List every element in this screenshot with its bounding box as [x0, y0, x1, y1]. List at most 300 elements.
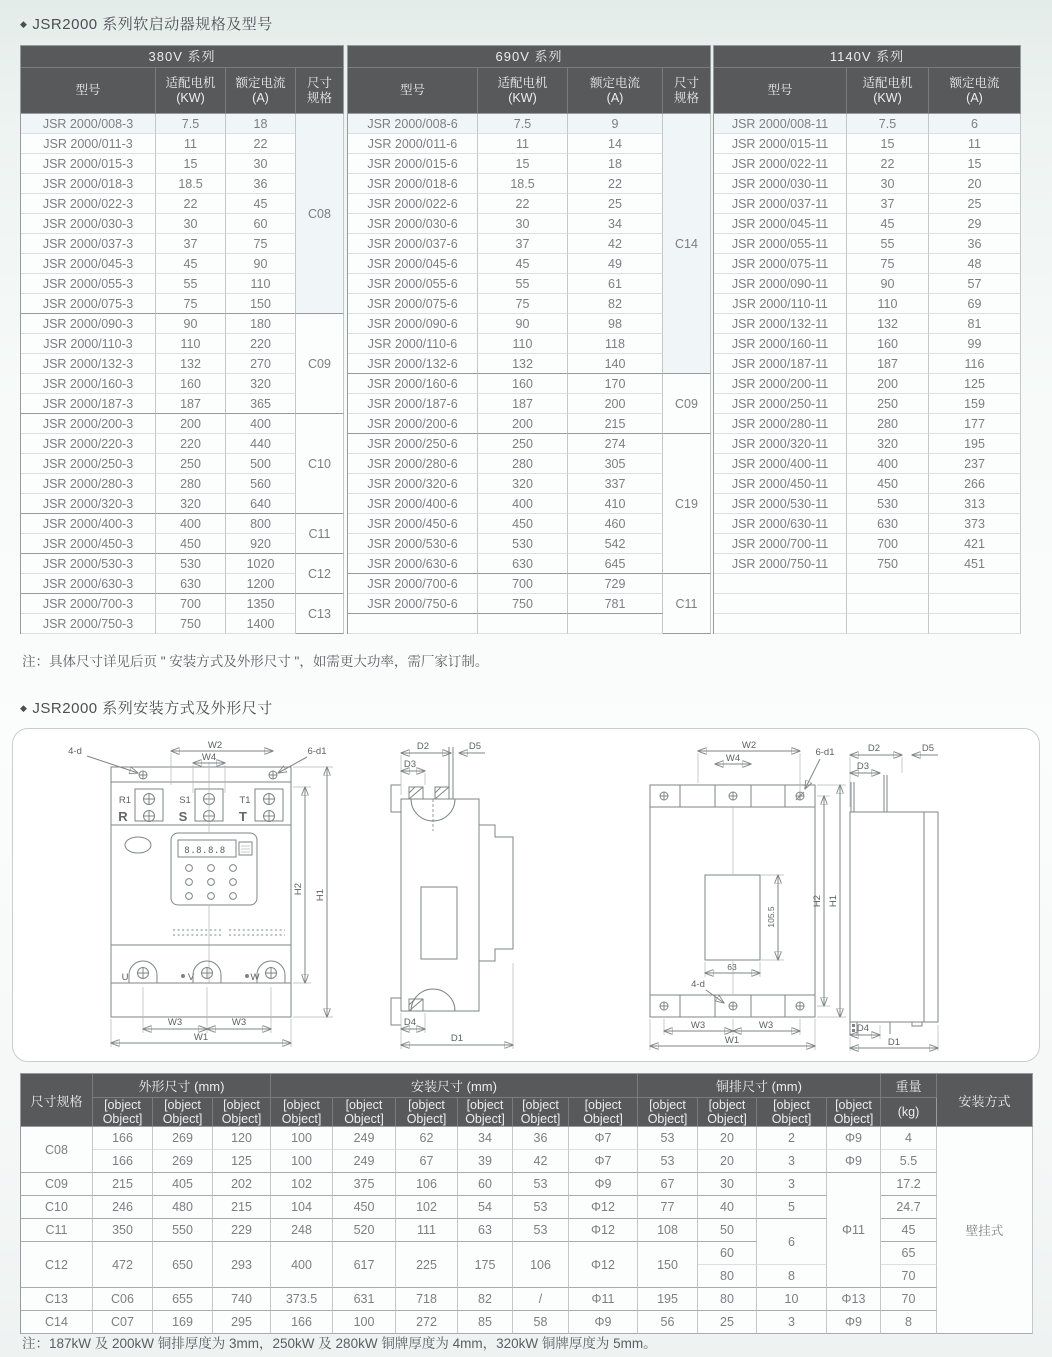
table-cell: 53 [638, 1127, 698, 1150]
table-row [21, 1173, 1033, 1196]
table-cell: 530 [156, 554, 226, 574]
table-cell: JSR 2000/200-3 [21, 414, 156, 434]
dim-label-w4: W4 [201, 752, 217, 763]
table-row [21, 334, 344, 354]
table-cell: 215 [568, 414, 663, 434]
dim-label-window-height: 105.5 [766, 906, 776, 928]
dim-label-4d: 4-d [691, 979, 705, 990]
col-header-motor-label: 适配电机 [497, 75, 548, 90]
table-cell: 61 [568, 274, 663, 294]
table-cell: JSR 2000/750-11 [714, 554, 847, 574]
table-row [21, 234, 344, 254]
table-cell: JSR 2000/018-6 [348, 174, 478, 194]
table-cell: 220 [156, 434, 226, 454]
table-cell: 159 [929, 394, 1021, 414]
table-cell: 77 [638, 1196, 698, 1219]
table-cell: JSR 2000/400-6 [348, 494, 478, 514]
table-row [21, 414, 344, 434]
table-cell: JSR 2000/200-6 [348, 414, 478, 434]
table-cell: 700 [478, 574, 568, 594]
table-cell: 166 [93, 1127, 153, 1150]
table-cell: 630 [478, 554, 568, 574]
table-cell: 460 [568, 514, 663, 534]
terminal-label-w: W [250, 972, 260, 983]
table-cell: Φ9 [827, 1311, 881, 1334]
table-cell: JSR 2000/015-11 [714, 134, 847, 154]
table-cell: 30 [847, 174, 929, 194]
table-cell: 37 [847, 194, 929, 214]
table-cell: 85 [458, 1311, 513, 1334]
table-cell: 55 [156, 274, 226, 294]
table-cell: 60 [698, 1242, 757, 1265]
table-cell: C12 [296, 554, 344, 594]
terminal-label-t: T [239, 809, 247, 824]
table-cell: 54 [458, 1196, 513, 1219]
col-header-current-label: 额定电流 [589, 75, 640, 90]
table-cell: 104 [271, 1196, 333, 1219]
table-cell: 140 [568, 354, 663, 374]
col-header-weight-unit: (kg) [881, 1098, 937, 1127]
table-cell: 25 [929, 194, 1021, 214]
sub-col-header: [object Object] [271, 1098, 333, 1127]
table-cell: 249 [333, 1127, 396, 1150]
table-cell: 116 [929, 354, 1021, 374]
table-cell: JSR 2000/450-6 [348, 514, 478, 534]
dim-label-d4: D4 [856, 1023, 870, 1034]
table-cell [929, 574, 1021, 594]
sub-col-header: [object Object] [513, 1098, 569, 1127]
sub-col-header: [object Object] [569, 1098, 638, 1127]
table-cell: 451 [929, 554, 1021, 574]
col-header-model: 型号 [714, 68, 847, 114]
col-header-motor-label: 适配电机 [862, 75, 913, 90]
table-row [348, 514, 711, 534]
table-cell: Φ11 [827, 1173, 881, 1288]
table-cell: 110 [847, 294, 929, 314]
table-cell: JSR 2000/011-6 [348, 134, 478, 154]
table-cell: 530 [847, 494, 929, 514]
table-cell: 350 [93, 1219, 153, 1242]
table-cell: 410 [568, 494, 663, 514]
drawing-front-view-detailed [43, 737, 363, 1052]
dim-label-d1: D1 [450, 1033, 464, 1044]
table-cell: 106 [513, 1242, 569, 1288]
table-row [348, 334, 711, 354]
col-header-size [296, 68, 344, 114]
table-cell: JSR 2000/090-11 [714, 274, 847, 294]
table-cell: 250 [847, 394, 929, 414]
table-cell: JSR 2000/530-11 [714, 494, 847, 514]
table-cell: JSR 2000/015-6 [348, 154, 478, 174]
table-cell: 22 [226, 134, 296, 154]
dim-label-h1: H1 [315, 888, 326, 902]
table-cell: JSR 2000/022-6 [348, 194, 478, 214]
table-cell: 65 [881, 1242, 937, 1265]
table-row [714, 394, 1021, 414]
table-cell: 225 [396, 1242, 458, 1288]
table-cell: 166 [271, 1311, 333, 1334]
table-cell: JSR 2000/530-3 [21, 554, 156, 574]
table-cell: C09 [296, 314, 344, 414]
table-cell: C11 [663, 574, 711, 634]
table-cell: 160 [156, 374, 226, 394]
table-cell: C06 [93, 1288, 153, 1311]
table-cell: 45 [881, 1219, 937, 1242]
table-cell: 45 [226, 194, 296, 214]
table-cell: JSR 2000/110-6 [348, 334, 478, 354]
terminal-label-v: V [187, 972, 195, 983]
table-cell: JSR 2000/110-3 [21, 334, 156, 354]
table-cell: 60 [458, 1173, 513, 1196]
dim-label-w3: W3 [758, 1020, 774, 1031]
col-header-current-label: 额定电流 [235, 75, 286, 90]
table-cell: 102 [271, 1173, 333, 1196]
table-cell: JSR 2000/011-3 [21, 134, 156, 154]
table-cell: 45 [847, 214, 929, 234]
table-cell [568, 614, 663, 634]
table-cell: 220 [226, 334, 296, 354]
table-cell: JSR 2000/018-3 [21, 174, 156, 194]
table-row [714, 454, 1021, 474]
table-cell: 266 [929, 474, 1021, 494]
table-cell: 40 [698, 1196, 757, 1219]
table-cell: 7.5 [478, 114, 568, 134]
terminal-label-u: U [121, 972, 129, 983]
dim-label-d5: D5 [468, 741, 482, 752]
table-cell: 293 [213, 1242, 271, 1288]
table-cell: C10 [296, 414, 344, 514]
table-cell: 480 [153, 1196, 213, 1219]
table-cell: 110 [478, 334, 568, 354]
table-cell: 313 [929, 494, 1021, 514]
table-cell: JSR 2000/132-6 [348, 354, 478, 374]
table-cell [847, 614, 929, 634]
table-cell: 42 [568, 234, 663, 254]
table-row [21, 254, 344, 274]
table-cell: JSR 2000/320-3 [21, 494, 156, 514]
table-cell: 18.5 [156, 174, 226, 194]
dim-label-w3: W3 [231, 1017, 247, 1028]
table-row [714, 134, 1021, 154]
table-cell: Φ9 [827, 1127, 881, 1150]
table-cell: 30 [156, 214, 226, 234]
table-row [714, 554, 1021, 574]
table-cell: 132 [847, 314, 929, 334]
table-cell: 187 [156, 394, 226, 414]
sub-col-header: [object Object] [698, 1098, 757, 1127]
table-cell: C09 [663, 374, 711, 434]
table-cell: 45 [478, 254, 568, 274]
table-cell: / [513, 1288, 569, 1311]
table-cell: 320 [847, 434, 929, 454]
table-cell: JSR 2000/022-3 [21, 194, 156, 214]
table-cell: JSR 2000/045-6 [348, 254, 478, 274]
table-row [348, 434, 711, 454]
table-row [348, 254, 711, 274]
table-cell: 53 [513, 1173, 569, 1196]
table-cell: 750 [156, 614, 226, 634]
table-cell: JSR 2000/008-6 [348, 114, 478, 134]
table-cell: 650 [153, 1242, 213, 1288]
table-cell: 29 [929, 214, 1021, 234]
dim-label-w1: W1 [193, 1032, 209, 1043]
table-cell: JSR 2000/055-6 [348, 274, 478, 294]
table-row [21, 494, 344, 514]
table-cell: C12 [21, 1242, 93, 1288]
table-cell: C13 [21, 1288, 93, 1311]
table-cell: JSR 2000/090-3 [21, 314, 156, 334]
table-cell: JSR 2000/008-3 [21, 114, 156, 134]
col-header-size-line2: 规格 [673, 90, 699, 105]
table-row [21, 614, 344, 634]
table-cell: 246 [93, 1196, 153, 1219]
table-cell: 45 [156, 254, 226, 274]
table-cell: 75 [847, 254, 929, 274]
table-cell: 82 [458, 1288, 513, 1311]
table-cell: 170 [568, 374, 663, 394]
table-cell: 90 [478, 314, 568, 334]
terminal-label-t1: T1 [239, 795, 251, 806]
table-row [714, 334, 1021, 354]
table-row [714, 114, 1021, 134]
table-cell: JSR 2000/075-6 [348, 294, 478, 314]
table-cell: 400 [847, 454, 929, 474]
table-row [21, 574, 344, 594]
sub-col-header: [object Object] [827, 1098, 881, 1127]
table-cell: JSR 2000/750-3 [21, 614, 156, 634]
table-row [714, 594, 1021, 614]
table-row [714, 514, 1021, 534]
table-cell [847, 574, 929, 594]
table-row [714, 614, 1021, 634]
table-cell: 53 [513, 1219, 569, 1242]
table-cell: JSR 2000/250-6 [348, 434, 478, 454]
table-row [21, 194, 344, 214]
table-cell: 50 [698, 1219, 757, 1242]
spec-table-380v [20, 45, 344, 634]
table-cell: JSR 2000/700-6 [348, 574, 478, 594]
table-row [714, 214, 1021, 234]
table-cell: 42 [513, 1150, 569, 1173]
table-row [714, 234, 1021, 254]
table-cell: 18 [568, 154, 663, 174]
dim-label-h2: H2 [293, 882, 304, 896]
table-cell: JSR 2000/075-11 [714, 254, 847, 274]
col-header-size [663, 68, 711, 114]
table-cell: Φ11 [569, 1288, 638, 1311]
table-row [714, 174, 1021, 194]
table-cell: 15 [847, 134, 929, 154]
table-cell: 110 [226, 274, 296, 294]
table-cell: 295 [213, 1311, 271, 1334]
led-display: 8.8.8.8 [184, 846, 226, 856]
table-cell: 62 [396, 1127, 458, 1150]
table-row [21, 174, 344, 194]
table-cell: 48 [929, 254, 1021, 274]
table-cell: 100 [271, 1127, 333, 1150]
table-cell: 20 [698, 1127, 757, 1150]
table-row [21, 594, 344, 614]
col-header-motor [156, 68, 226, 114]
dim-label-d2: D2 [867, 743, 881, 754]
dimension-table [20, 1073, 1033, 1334]
table-cell: 177 [929, 414, 1021, 434]
table-cell: 373 [929, 514, 1021, 534]
table-cell: 11 [478, 134, 568, 154]
col-header-size-line1: 尺寸 [673, 75, 699, 90]
table-cell: Φ9 [827, 1150, 881, 1173]
table-cell: 718 [396, 1288, 458, 1311]
table-cell: 450 [156, 534, 226, 554]
table-row [21, 454, 344, 474]
table-cell: 90 [847, 274, 929, 294]
table-cell: 30 [226, 154, 296, 174]
table-cell: 800 [226, 514, 296, 534]
table-cell: JSR 2000/030-11 [714, 174, 847, 194]
table-cell: JSR 2000/450-11 [714, 474, 847, 494]
table-cell: C10 [21, 1196, 93, 1219]
table-cell: 36 [929, 234, 1021, 254]
table-row [348, 474, 711, 494]
table-cell: JSR 2000/700-11 [714, 534, 847, 554]
table-cell: 15 [929, 154, 1021, 174]
dim-label-d3: D3 [856, 761, 870, 772]
table-cell: 3 [757, 1173, 827, 1196]
dim-label-d3: D3 [403, 759, 417, 770]
table-cell: JSR 2000/750-6 [348, 594, 478, 614]
table-cell: 3 [757, 1150, 827, 1173]
table-row [21, 374, 344, 394]
table-cell: 200 [156, 414, 226, 434]
table-cell: 560 [226, 474, 296, 494]
table-row [348, 614, 711, 634]
table-cell: 150 [226, 294, 296, 314]
table-cell: 405 [153, 1173, 213, 1196]
table-cell: 375 [333, 1173, 396, 1196]
table-row [21, 1196, 1033, 1219]
table-cell: 400 [271, 1242, 333, 1288]
table-cell: 166 [93, 1150, 153, 1173]
table-row [21, 434, 344, 454]
table-band-380v: 380V 系列 [21, 46, 344, 68]
col-header-current [568, 68, 663, 114]
table-row [348, 154, 711, 174]
table-row [21, 514, 344, 534]
table-cell: 14 [568, 134, 663, 154]
table-cell: 400 [478, 494, 568, 514]
table-cell: 250 [478, 434, 568, 454]
table-cell: 450 [478, 514, 568, 534]
table-cell: 75 [478, 294, 568, 314]
table-cell: JSR 2000/037-3 [21, 234, 156, 254]
table-row [21, 474, 344, 494]
table-cell [929, 594, 1021, 614]
spec-section-title [20, 13, 273, 34]
table-row [21, 214, 344, 234]
table-cell: 22 [847, 154, 929, 174]
col-header-motor-label: 适配电机 [165, 75, 216, 90]
table-cell: 75 [226, 234, 296, 254]
table-cell: 8 [757, 1265, 827, 1288]
table-cell [478, 614, 568, 634]
table-cell: JSR 2000/008-11 [714, 114, 847, 134]
table-cell: 472 [93, 1242, 153, 1288]
table-cell: 640 [226, 494, 296, 514]
sub-col-header: [object Object] [333, 1098, 396, 1127]
col-header-motor [847, 68, 929, 114]
table-cell: 24.7 [881, 1196, 937, 1219]
table-cell: 617 [333, 1242, 396, 1288]
dim-label-6d1: 6-d1 [307, 746, 327, 757]
install-section-title [20, 697, 273, 718]
table-row [348, 494, 711, 514]
table-cell: 269 [153, 1150, 213, 1173]
table-cell: 39 [458, 1150, 513, 1173]
table-row [21, 1242, 1033, 1265]
table-cell: 37 [478, 234, 568, 254]
table-cell: JSR 2000/320-11 [714, 434, 847, 454]
table-cell: 280 [156, 474, 226, 494]
table-cell: 630 [156, 574, 226, 594]
table-row [714, 374, 1021, 394]
table-cell: 99 [929, 334, 1021, 354]
table-cell: C11 [296, 514, 344, 554]
table-cell: JSR 2000/037-11 [714, 194, 847, 214]
table-cell: 60 [226, 214, 296, 234]
table-cell: 100 [333, 1311, 396, 1334]
table-row [21, 294, 344, 314]
col-header-current-unit: (A) [252, 90, 269, 105]
table-cell: 305 [568, 454, 663, 474]
spec-table-690v [347, 45, 711, 634]
table-cell: 75 [156, 294, 226, 314]
table-row [21, 354, 344, 374]
table-row [348, 314, 711, 334]
table-cell [714, 574, 847, 594]
table-band-1140v: 1140V 系列 [714, 46, 1021, 68]
dim-label-d1: D1 [887, 1037, 901, 1048]
table-cell: JSR 2000/700-3 [21, 594, 156, 614]
table-row [714, 574, 1021, 594]
table-cell: JSR 2000/400-11 [714, 454, 847, 474]
table-cell: Φ9 [569, 1173, 638, 1196]
table-row [21, 154, 344, 174]
col-header-current-unit: (A) [966, 90, 983, 105]
table-cell: 248 [271, 1219, 333, 1242]
table-cell: 700 [156, 594, 226, 614]
table-cell: C14 [21, 1311, 93, 1334]
table-cell: C08 [21, 1127, 93, 1173]
table-row [714, 314, 1021, 334]
table-cell: 542 [568, 534, 663, 554]
table-cell: 450 [333, 1196, 396, 1219]
table-cell: 81 [929, 314, 1021, 334]
col-header-size-line1: 尺寸 [306, 75, 332, 90]
table-cell: 160 [847, 334, 929, 354]
table-cell: JSR 2000/045-3 [21, 254, 156, 274]
dim-label-6d1: 6-d1 [815, 747, 835, 758]
table-row [21, 1288, 1033, 1311]
table-cell: 781 [568, 594, 663, 614]
table-cell: 6 [757, 1219, 827, 1265]
table-cell: Φ7 [569, 1127, 638, 1150]
table-cell: C13 [296, 594, 344, 634]
table-cell: 187 [847, 354, 929, 374]
drawing-side-view-simple [828, 737, 1038, 1052]
table-cell: 337 [568, 474, 663, 494]
table-cell: 269 [153, 1127, 213, 1150]
table-cell: JSR 2000/160-6 [348, 374, 478, 394]
